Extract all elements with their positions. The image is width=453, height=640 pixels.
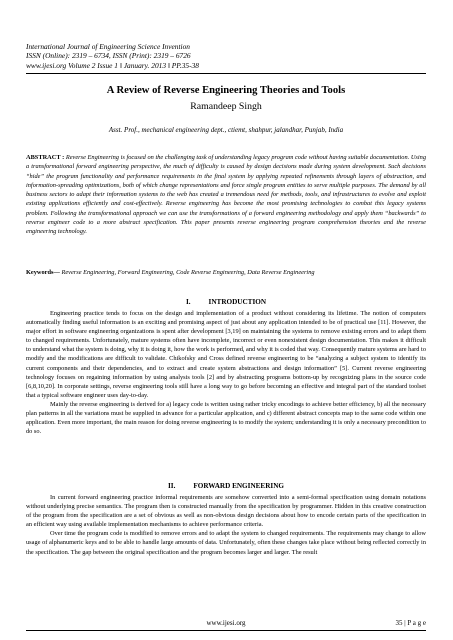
paragraph: Engineering practice tends to focus on the design and implementation of a product without considering its lifetime. The notion of computers automatically finding useful information is an exciting and promising aspect of just about any application intended to be of practical use [11]. However, the major effort in software engineering organizations is spent after development [3,19] on maintaining the systems to remove existing errors and to adapt them to changed requirements. Unfortunately, mature systems often have incomplete, incorrect or even nonexistent design documentation. This makes it difficult to understand what the system is doing, why it is doing it, how the work is performed, and why it is coded that way. Consequently mature systems are hard to modify and the modifications are difficult to validate. Chikofsky and Cross defined reverse engineering to be “analyzing a subject system to identify its current components and their dependencies, and to extract and create system abstractions and design information” [5]. Current reverse engineering technology focuses on regaining information by using analysis tools [2] and by abstracting programs bottom-up by recognizing plans in the source code [6,8,10,20]. In corporate settings, reverse engineering tools still have a long way to go before becoming an effective and integral part of the standard toolset that a typical software engineer uses day-to-day. [26, 310, 426, 399]
section-heading-introduction [26, 298, 426, 307]
paragraph: In current forward engineering practice informal requirements are somehow converted into a semi-formal specification using domain notations without underlying precise semantics. The program then is constructed manually from the specification by programmer. Hidden in this creative construction of the program from the specification are a set of obvious as well as non-obvious design decisions about how to encode certain parts of the specification in an efficient way using available implementation mechanisms to achieve performance criteria. [26, 494, 426, 529]
abstract-text: Reverse Engineering is focused on the challenging task of understanding legacy program code without having suitable documentation. Using a transformational forward engineering perspective, the much of difficulty is caused by design decisions made during system development. Such decisions “hide” the program functionality and performance requirements in the final system by applying repeated refinements through layers of abstraction, and information-spreading optimizations, both of which change representations and force single program entities to serve multiple purposes. The demand by all business sectors to adapt their information systems to the web has created a tremendous need for methods, tools, and infrastructures to evolve and exploit existing applications efficiently and cost-effectively. Reverse engineering has become the most promising technologies to combat this legacy systems problem. Following the transformational approach we can use the transformations of a forward engineering methodology and apply them “backwards” to reverse engineer code to a more abstract specification. This paper presents reverse engineering program comprehension theories and the reverse engineering technology. [26, 154, 426, 235]
footer-url: www.ijesi.org [206, 619, 246, 627]
paragraph: Mainly the reverse engineering is derived for a) legacy code is written using rather tricky encodings to achieve better efficiency, b) all the necessary plan patterns in all the variations must be supplied in advance for a particular application, and c) different abstract concepts map to the same code within one application. Even more important, the main reason for doing reverse engineering is to modify the system; understanding it is only a necessary precondition to do so. [26, 400, 426, 436]
header-divider [26, 73, 426, 74]
paper-title: A Review of Reverse Engineering Theories and Tools [106, 85, 346, 96]
footer-divider [26, 630, 426, 631]
keywords-label: Keywords— [26, 269, 60, 276]
section-number: I. [185, 298, 191, 306]
section-title: INTRODUCTION [208, 298, 267, 306]
journal-issn: ISSN (Online): 2319 – 6734, ISSN (Print): 2319 – 6726 [26, 51, 191, 61]
section-title: FORWARD ENGINEERING [193, 482, 284, 490]
section-heading-forward-engineering [26, 482, 426, 491]
paper-author: Ramandeep Singh [190, 101, 262, 112]
keywords-text: Reverse Engineering, Forward Engineering, Code Reverse Engineering, Data Reverse Engineering [61, 269, 315, 276]
paragraph: Over time the program code is modified to remove errors and to adapt the system to changed requirements. The requirements may change to allow usage of alphanumeric keys and to be able to handle large amounts of data. Unfortunately, often these changes take place without being reflected correctly in the specification. The gap between the original specification and the program becomes larger and larger. The result [26, 530, 426, 556]
abstract [26, 153, 426, 236]
abstract-label: ABSTRACT : [26, 154, 65, 161]
section-body-forward-engineering [26, 493, 426, 557]
section-number: II. [167, 482, 176, 490]
journal-name: International Journal of Engineering Science Invention [26, 42, 190, 51]
keywords [26, 268, 426, 277]
author-affiliation: Asst. Prof., mechanical engineering dept., ctiemt, shahpur, jalandhar, Punjab, India [108, 126, 344, 134]
page-number: 35 | P a g e [395, 619, 426, 627]
journal-volume: www.ijesi.org Volume 2 Issue 1 ǁ January. 2013 ǁ PP.35-38 [26, 60, 199, 70]
journal-header [26, 42, 426, 70]
section-body-introduction [26, 309, 426, 436]
